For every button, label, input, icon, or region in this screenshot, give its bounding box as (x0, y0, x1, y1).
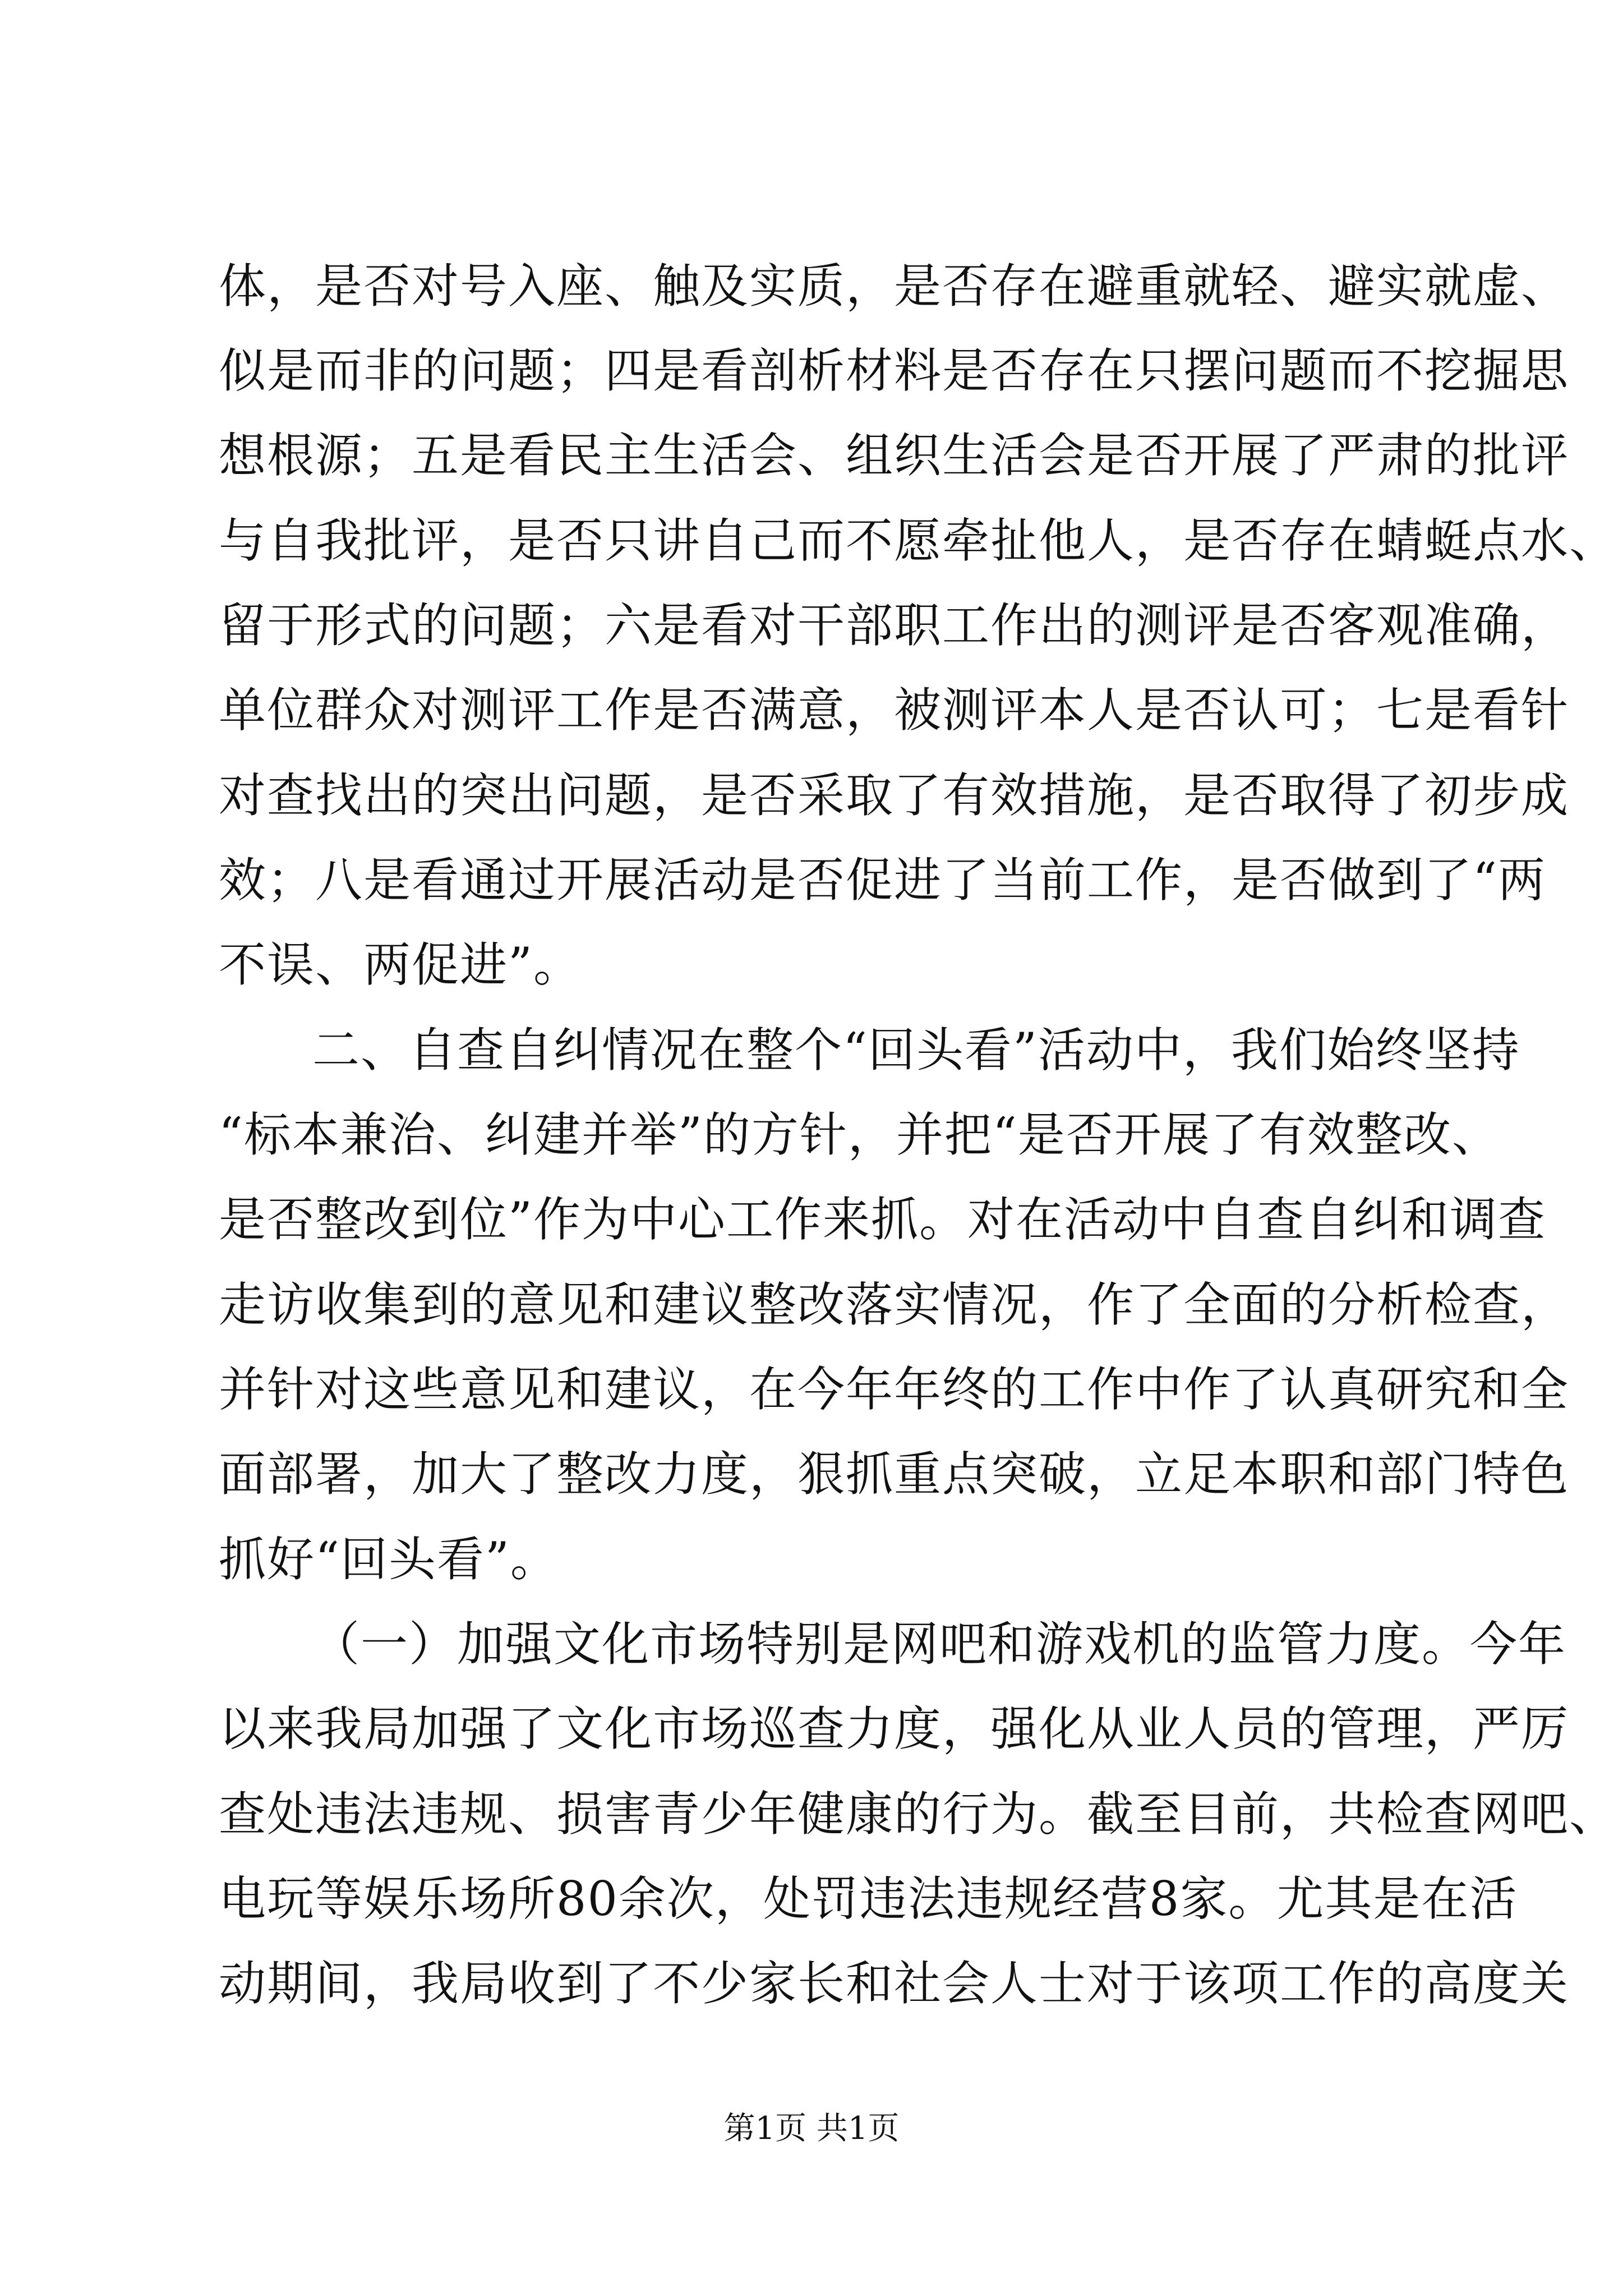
text-line: 抓好“回头看”。 (219, 1532, 559, 1587)
text-line: 单位群众对测评工作是否满意，被测评本人是否认可；七是看针 (219, 683, 1570, 738)
text-line: 面部署，加大了整改力度，狠抓重点突破，立足本职和部门特色 (219, 1447, 1570, 1502)
text-line: 并针对这些意见和建议，在今年年终的工作中作了认真研究和全 (219, 1362, 1570, 1417)
text-line: 留于形式的问题；六是看对干部职工作出的测评是否客观准确， (219, 598, 1570, 653)
text-line: 想根源；五是看民主生活会、组织生活会是否开展了严肃的批评 (219, 428, 1570, 483)
page-number-footer: 第1页 共1页 (723, 2110, 900, 2147)
text-line: 是否整改到位”作为中心工作来抓。对在活动中自查自纠和调查 (219, 1192, 1546, 1247)
text-line: 走访收集到的意见和建议整改落实情况，作了全面的分析检查， (219, 1277, 1570, 1332)
text-line: 对查找出的突出问题，是否采取了有效措施，是否取得了初步成 (219, 768, 1570, 823)
text-line: 以来我局加强了文化市场巡查力度，强化从业人员的管理，严厉 (219, 1701, 1570, 1756)
paragraph-heading-line: 二、自查自纠情况在整个“回头看”活动中，我们始终坚持 (312, 1023, 1520, 1078)
paragraph-heading-line: （一）加强文化市场特别是网吧和游戏机的监管力度。今年 (312, 1617, 1567, 1672)
text-line: “标本兼治、纠建并举”的方针，并把“是否开展了有效整改、 (219, 1107, 1500, 1162)
text-line: 效；八是看通过开展活动是否促进了当前工作，是否做到了“两 (219, 853, 1546, 908)
text-line: 似是而非的问题；四是看剖析材料是否存在只摆问题而不挖掘思 (219, 343, 1570, 398)
text-line: 动期间，我局收到了不少家长和社会人士对于该项工作的高度关 (219, 1956, 1570, 2011)
text-line: 电玩等娱乐场所80余次，处罚违法违规经营8家。尤其是在活 (219, 1871, 1518, 1926)
text-line: 查处违法违规、损害青少年健康的行为。截至目前，共检查网吧、 (219, 1787, 1618, 1842)
text-line: 体，是否对号入座、触及实质，是否存在避重就轻、避实就虚、 (219, 259, 1570, 314)
text-line: 不误、两促进”。 (219, 937, 582, 992)
text-line: 与自我批评，是否只讲自己而不愿牵扯他人，是否存在蜻蜓点水、 (219, 513, 1618, 568)
